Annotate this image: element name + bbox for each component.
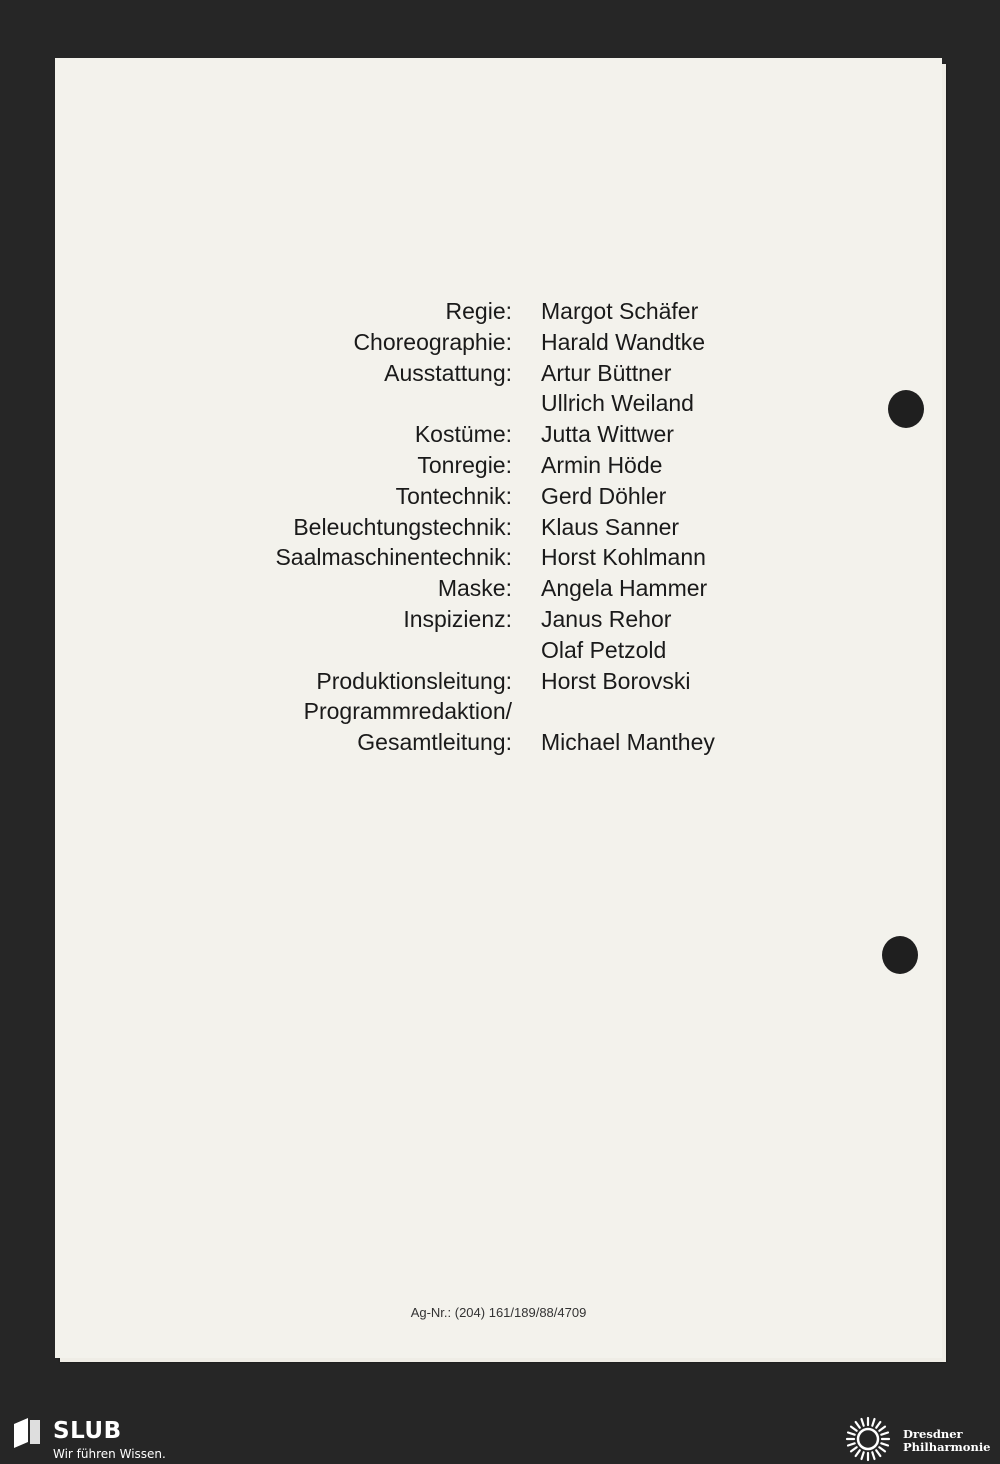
credits-list (55, 296, 942, 758)
credit-row (55, 481, 942, 512)
credit-name: Armin Höde (541, 451, 663, 478)
credit-role: Maske: (437, 575, 512, 602)
credit-name: Olaf Petzold (541, 636, 667, 663)
credit-name: Horst Kohlmann (541, 544, 706, 571)
credit-row (55, 450, 942, 481)
punch-hole-bottom (882, 936, 918, 974)
credit-role: Choreographie: (353, 328, 512, 355)
credit-role: Regie: (445, 298, 512, 324)
ag-number: Ag-Nr.: (204) 161/189/88/4709 (410, 1305, 587, 1320)
credit-role: Programmredaktion/ (303, 698, 512, 725)
credit-role: Inspizienz: (403, 605, 512, 632)
slub-name: SLUB (53, 1418, 122, 1444)
slub-logo-icon (14, 1418, 40, 1448)
credit-name: Horst Borovski (541, 667, 691, 694)
credit-role: Kostüme: (414, 421, 512, 448)
credit-role: Tonregie: (417, 451, 512, 478)
credit-role: Tontechnik: (395, 482, 512, 509)
credit-name: Artur Büttner (541, 359, 672, 386)
credit-role: Saalmaschinentechnik: (275, 544, 512, 571)
credit-row (55, 512, 942, 543)
credit-name: Margot Schäfer (541, 298, 699, 324)
credit-name: Harald Wandtke (541, 328, 706, 355)
credit-row (55, 666, 942, 697)
credit-row (55, 327, 942, 358)
document-page (55, 58, 942, 1358)
philharmonie-line2: Philharmonie (903, 1440, 991, 1454)
credit-role: Gesamtleitung: (357, 729, 512, 756)
credit-row (55, 358, 942, 389)
credit-role: Beleuchtungstechnik: (293, 513, 512, 540)
credit-row (55, 635, 942, 666)
credit-role: Produktionsleitung: (316, 667, 512, 694)
credit-name: Gerd Döhler (541, 482, 667, 509)
credit-row (55, 296, 942, 327)
philharmonie-line1: Dresdner (903, 1427, 963, 1441)
credit-row (55, 419, 942, 450)
philharmonie-logo-icon (842, 1416, 894, 1462)
credit-row (55, 388, 942, 419)
credit-row (55, 727, 942, 758)
credit-row (55, 573, 942, 604)
credit-name: Jutta Wittwer (541, 421, 674, 448)
credit-name: Janus Rehor (541, 605, 672, 632)
credit-row (55, 604, 942, 635)
credit-role: Ausstattung: (384, 359, 512, 386)
credit-name: Angela Hammer (541, 575, 708, 602)
credit-name: Ullrich Weiland (541, 390, 694, 417)
credit-row (55, 542, 942, 573)
credit-name: Klaus Sanner (541, 513, 680, 540)
slub-tagline: Wir führen Wissen. (53, 1447, 166, 1461)
footer-bar (0, 1414, 1000, 1464)
credit-name: Michael Manthey (541, 729, 715, 756)
philharmonie-name (903, 1428, 991, 1454)
credit-row (55, 696, 942, 727)
